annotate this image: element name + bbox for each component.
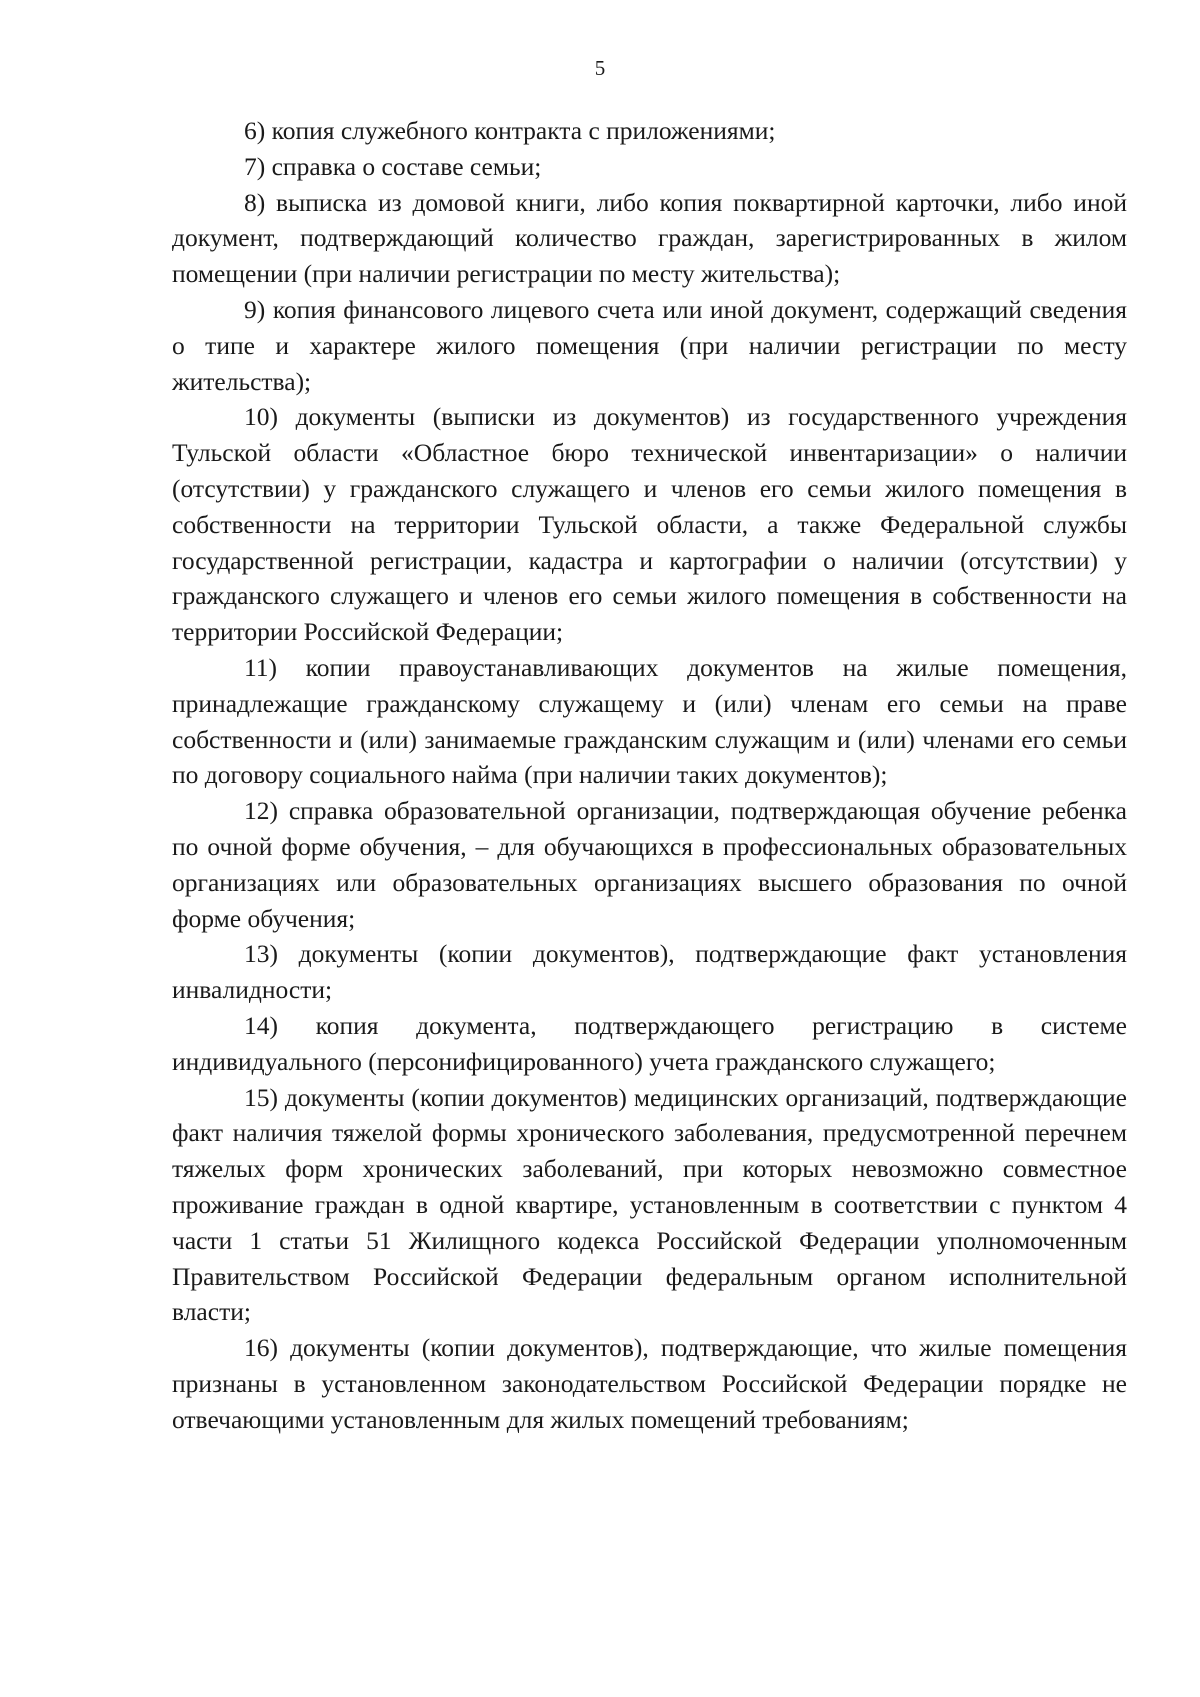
page-number: 5: [594, 56, 606, 80]
list-item-6: 6) копия служебного контракта с приложениями;: [244, 116, 776, 145]
list-item-15: 15) документы (копии документов) медицинских организаций, подтверждающие факт наличия тяжелой формы хронического заболевания, предусмотренной перечнем тяжелых форм хронических заболеваний, при которых невозможно совместное проживание граждан в одной квартире, установленным в соответствии с пунктом 4 части 1 статьи 51 Жилищного кодекса Российской Федерации уполномоченным Правительством Российской Федерации федеральным органом исполнительной власти;: [172, 1082, 1127, 1327]
list-item-9: 9) копия финансового лицевого счета или иной документ, содержащий сведения о типе и характере жилого помещения (при наличии регистрации по месту жительства);: [172, 294, 1127, 396]
list-item-11: 11) копии правоустанавливающих документов на жилые помещения, принадлежащие гражданскому служащему и (или) членам его семьи на праве собственности и (или) занимаемые гражданским служащим и (или) членами его семьи по договору социального найма (при наличии таких документов);: [172, 652, 1127, 790]
document-body: [172, 113, 1127, 1437]
list-item-12: 12) справка образовательной организации, подтверждающая обучение ребенка по очной форме обучения, – для обучающихся в профессиональных образовательных организациях или образовательных организациях высшего образования по очной форме обучения;: [172, 796, 1127, 933]
list-item-16: 16) документы (копии документов), подтверждающие, что жилые помещения признаны в установленном законодательством Российской Федерации порядке не отвечающими установленным для жилых помещений требованиям;: [172, 1333, 1127, 1434]
list-item-8: 8) выписка из домовой книги, либо копия поквартирной карточки, либо иной документ, подтверждающий количество граждан, зарегистрированных в жилом помещении (при наличии регистрации по месту жительства);: [172, 187, 1127, 289]
list-item-7: 7) справка о составе семьи;: [244, 151, 542, 181]
list-item-10: 10) документы (выписки из документов) из государственного учреждения Тульской области «Областное бюро технической инвентаризации» о наличии (отсутствии) у гражданского служащего и членов его семьи жилого помещения в собственности на территории Тульской области, а также Федеральной службы государственной регистрации, кадастра и картографии о наличии (отсутствии) у гражданского служащего и членов его семьи жилого помещения в собственности на территории Российской Федерации;: [172, 402, 1127, 647]
list-item-14: 14) копия документа, подтверждающего регистрацию в системе индивидуального (персонифицированного) учета гражданского служащего;: [172, 1010, 1127, 1076]
list-item-13: 13) документы (копии документов), подтверждающие факт установления инвалидности;: [172, 939, 1127, 1005]
